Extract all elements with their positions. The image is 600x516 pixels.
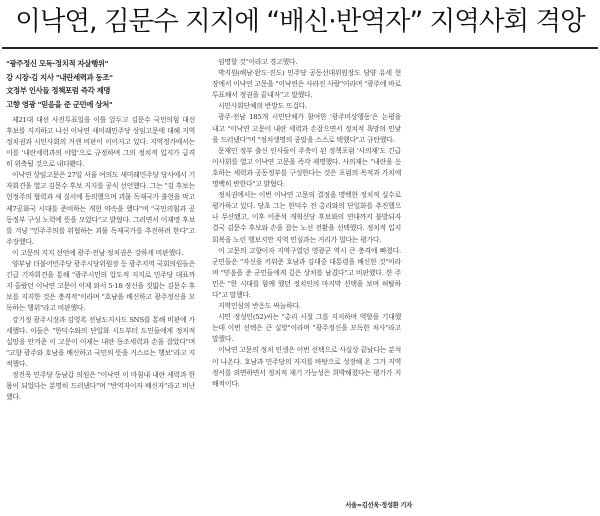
body-paragraph: 강기정 광주시장과 김영록 전남도지사도 SNS를 통해 비판에 가세했다. 이들은 "한덕수와의 단일화 시도부터 도민들에게 정치적 실망을 안겨준 이 고문이 이제는 내란 동조세력과 손을 잡았다"며 "고향 광주와 호남을 배신하고 국민의 뜻을 거스르는 행보"라고 지적했다. — [6, 315, 195, 368]
body-paragraph: 광주·전남 185개 시민단체가 참여한 '광주비상행동'은 논평을 내고 "이낙연 고문이 내란 세력과 손잡으면서 정치적 욕망의 민낯을 드러냈다"며 "정치생명의 종말을 스스로 택했다"고 규탄했다. — [212, 113, 401, 144]
body-paragraph: 양부남 더불어민주당 광주시당위원장 등 광주지역 국회의원들은 긴급 기자회견을 통해 "광주시민의 압도적 지지로 민주당 대표까지 올랐던 이낙연 고문이 이제 와서 5·18 정신을 짓밟는 김문수 후보를 지지한 것은 충격적"이라며 "호남을 배신하고 광주정신을 모독하는 행위"라고 비판했다. — [6, 260, 195, 313]
body-paragraph: 제21대 대선 사전투표일을 이틀 앞두고 김문수 국민의힘 대선 후보를 지지하고 나선 이낙연 새미래민주당 상임고문에 대해 지역 정치권과 시민사회의 거센 비판이 이어지고 있다. 지역정가에서는 이를 '내란세력과의 야합'으로 규정하며 그의 정치적 입지가 급격히 위축될 것으로 내다봤다. — [6, 115, 195, 169]
subheading-line: 文정부 인사들 정책포럼 즉각 제명 — [6, 86, 111, 96]
subheading-line: "광주정신 모독·정치적 자살행위" — [6, 59, 109, 68]
article-column-2 — [212, 57, 401, 509]
body-paragraph: 문재인 정부 출신 인사들이 주축이 된 정책포럼 '사의재'도 긴급 이사회를 열고 이낙연 고문을 즉각 제명했다. 사의재는 "내란을 옹호하는 세력과 공동정부를 구성한다는 것은 포럼의 목적과 가치에 명백히 반한다"고 밝혔다. — [212, 146, 401, 189]
body-paragraph: 이낙연 상임고문은 27일 서울 여의도 새미래민주당 당사에서 기자회견을 열고 김문수 후보 지지를 공식 선언했다. 그는 "김 후보는 헌정주의 협력과 새 질서에 동의했으며 괴물 독재국가 출현을 막고 제7공화국 시대를 준비하는 개헌 약속을 했다"며 "국민의힘과 공동정부 구성 노력에 뜻을 모았다"고 밝혔다. 그러면서 이재명 후보를 겨냥 "민주주의를 위협하는 괴물 독재국가를 추진하려 한다"고 주장했다. — [6, 171, 195, 246]
subheading-line: 강 시장·김 지사 "내란세력과 동조" — [6, 72, 113, 82]
body-paragraph: 시민 정성민(52)씨는 "총리 시절 그를 지지하며 역할을 기대했는데 이번 선택은 큰 실망"이라며 "광주정신을 모독한 처사"라고 말했다. — [212, 313, 401, 344]
body-paragraph: 정진욱 민주당 동남갑 의원은 "이낙연 이 마침내 내란 세력과 한 몸이 되었다는 분명히 드러냈다"며 "반역자이자 배신자"라고 비난했다. — [6, 370, 195, 402]
headline-divider — [2, 47, 598, 49]
subheading-line: 고향 영광 "믿음을 준 군민에 상처" — [6, 100, 113, 110]
article-column-1 — [6, 57, 195, 509]
body-paragraph: 박지원(해남·완도·진도) 민주당 공동선대위원장도 담양 유세 현장에서 이낙연 고문을 "이낙연은 사라진 사람"이라며 "광주에 바로 투표해서 정권을 끝내자"고 말했다. — [212, 69, 401, 100]
body-paragraph: 정치권에서는 이번 이낙연 고문의 결정을 명백한 정치적 실수로 평가하고 있다. 당초 그는 한덕수 전 총리와의 단일화를 추진했으나 무산됐고, 이후 이준석 개혁신당 후보와의 연대까지 불발되자 결국 김문수 후보와 손을 잡는 노선 전환을 선택했다. 정치적 입지 회복을 노린 행보지만 지역 민심과는 거리가 멀다는 평가다. — [212, 191, 401, 244]
body-paragraph: 이 고문의 고향이자 지역구였던 영광군 역시 큰 충격에 빠졌다. 군민들은 "자신을 키워준 호남과 김대중 대통령을 배신한 것"이라며 "믿음을 준 군민들에게 깊은 상처를 남겼다"고 비판했다. 한 주민은 "한 시대를 함께 했던 정치인의 마지막 선택을 보며 허탈하다"고 말했다. — [212, 246, 401, 299]
body-paragraph: 시민사회단체의 반발도 뜨겁다. — [218, 102, 308, 111]
body-paragraph: 이 고문의 지지 선언에 광주·전남 정치권은 강하게 비판했다. — [12, 248, 184, 257]
headline: 이낙연, 김문수 지지에 “배신·반역자” 지역사회 격앙 — [15, 6, 585, 37]
body-paragraph: 지역민심의 반응도 싸늘하다. — [218, 302, 301, 311]
body-paragraph: 임명할 것"이라고 경고했다. — [218, 58, 298, 66]
body-paragraph: 이낙연 고문의 정치 인생은 이번 선택으로 사실상 끝났다는 분석이 나온다. 호남과 민주당의 지지를 바탕으로 성장해 온 그가 지역 정서를 외면하면서 정치적 재기 가능성은 희박해졌다는 평가가 지배적이다. — [212, 346, 401, 388]
subheading-block — [6, 57, 195, 112]
byline: 서울=김선욱·정성환 기자 — [345, 502, 412, 509]
